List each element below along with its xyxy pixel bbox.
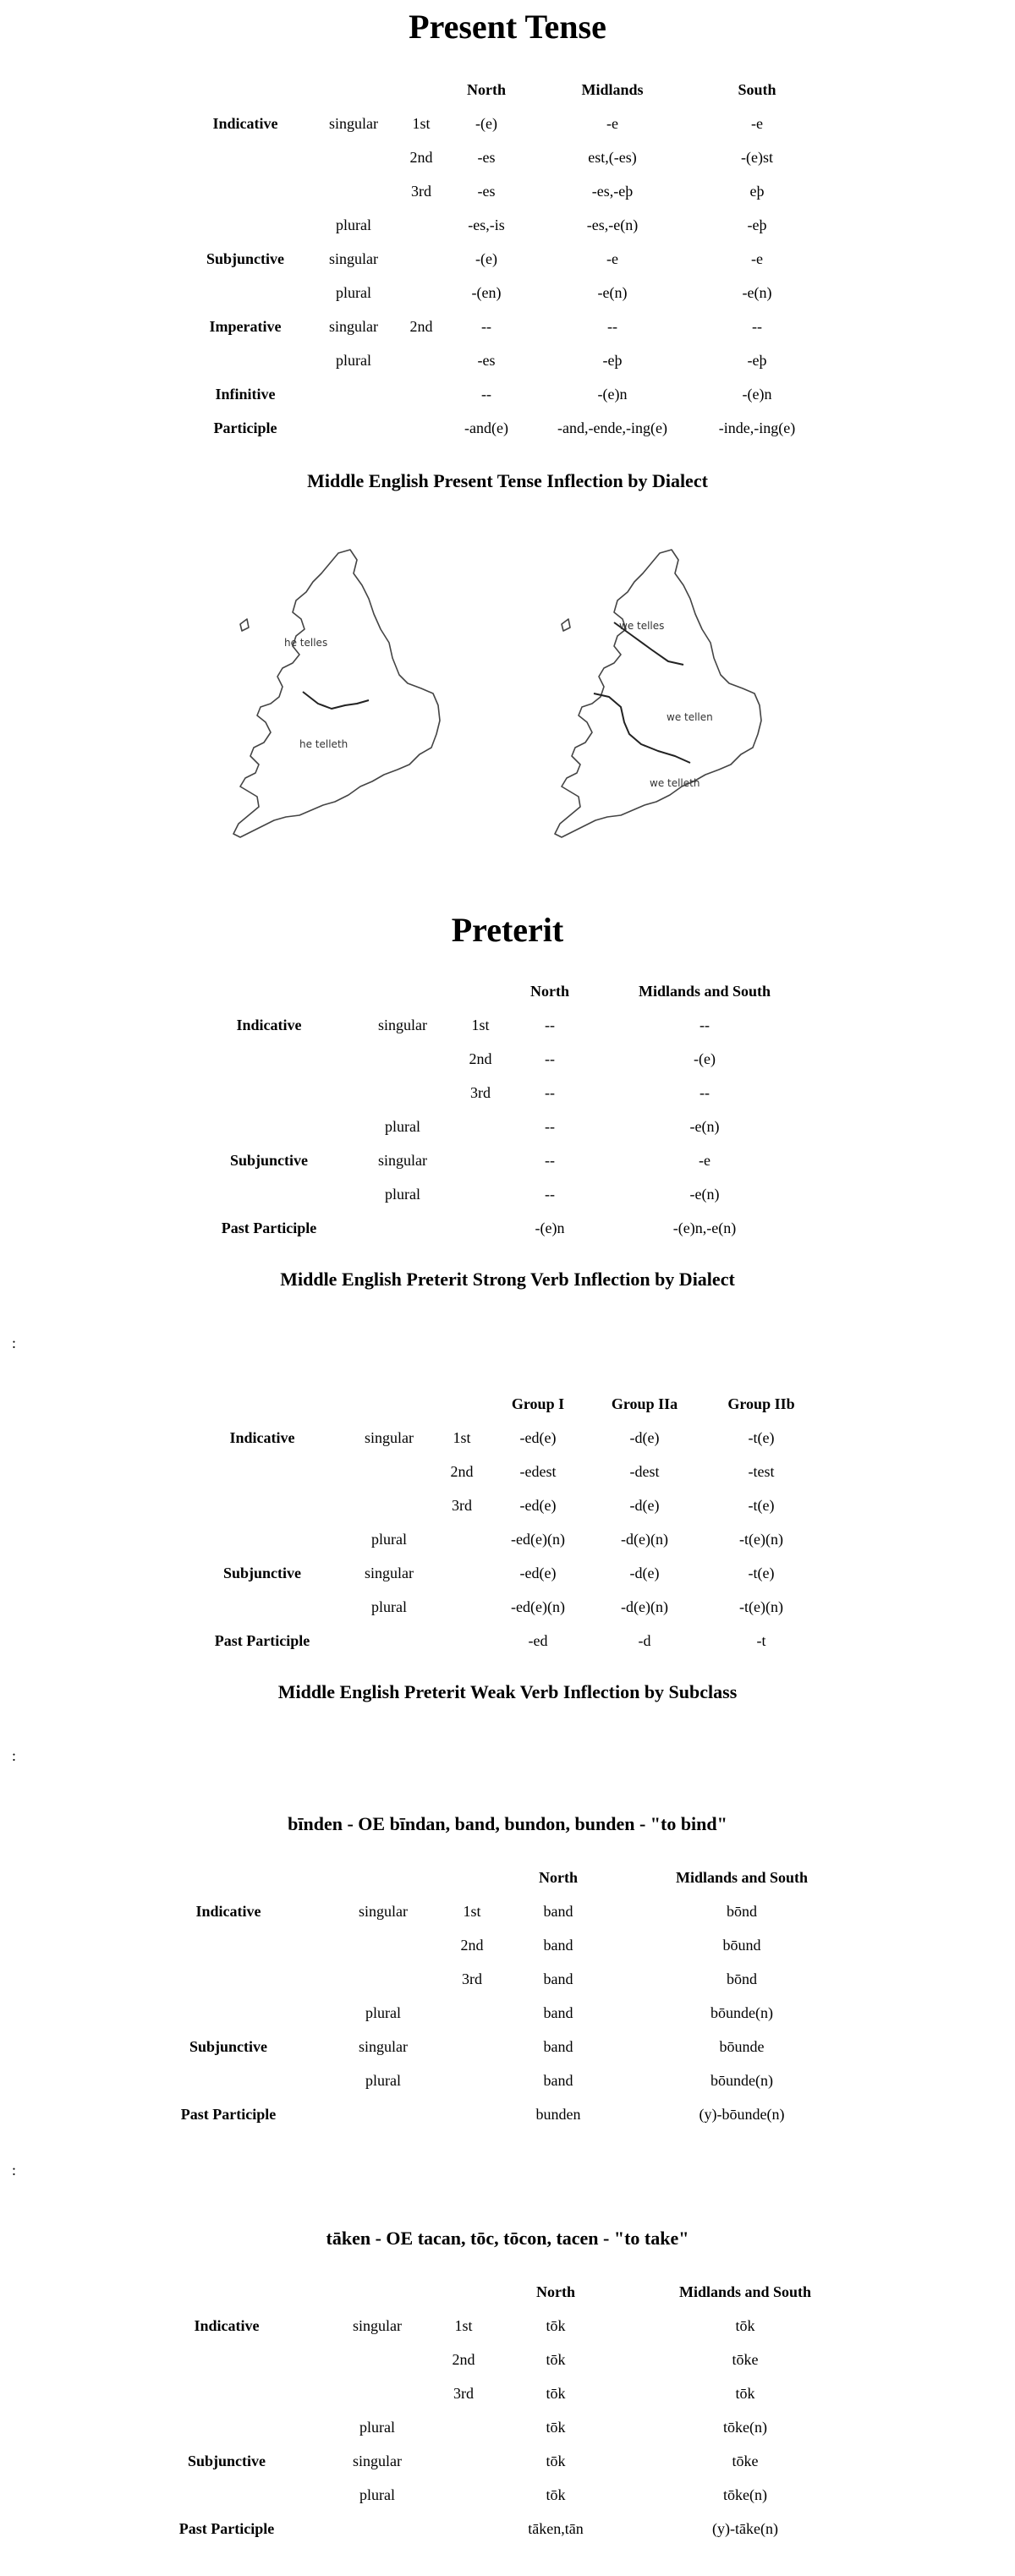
- weak-cell-c2: -d(e)(n): [621, 1598, 668, 1615]
- taken-cell-c2: tōk: [735, 2317, 755, 2334]
- taken-header-0: North: [536, 2283, 575, 2300]
- present-cell-mood: Participle: [213, 419, 277, 436]
- present-cell-north: -es: [477, 149, 496, 166]
- weak-header-2: Group IIb: [727, 1395, 795, 1412]
- present-row: [0, 310, 1015, 343]
- taken-cell-c2: tōke: [732, 2453, 759, 2469]
- weak-cell-mood: Past Participle: [214, 1632, 310, 1649]
- preterit-row: [0, 1143, 1015, 1177]
- taken-row: [0, 2309, 1015, 2343]
- weak-row: [0, 1556, 1015, 1590]
- present-cell-midlands: -and,-ende,-ing(e): [557, 419, 667, 436]
- binden-cell-number: singular: [359, 2038, 408, 2055]
- dialect-map-figure: [211, 548, 787, 852]
- weak-row: [0, 1455, 1015, 1488]
- present-cell-south: --: [752, 318, 762, 335]
- present-cell-number: plural: [336, 352, 371, 369]
- taken-cell-c2: tōk: [735, 2385, 755, 2402]
- taken-cell-c2: tōke(n): [723, 2486, 767, 2503]
- present-cell-mood: Infinitive: [215, 386, 276, 403]
- present-cell-south: -(e)st: [741, 149, 773, 166]
- preterit-cell-c1: --: [545, 1050, 555, 1067]
- right-map-isogloss-south: [594, 693, 690, 763]
- present-row: [0, 411, 1015, 445]
- taken-header-1: Midlands and South: [678, 2283, 812, 2300]
- preterit-header-row: [0, 974, 1015, 1008]
- taken-cell-c1: tōk: [546, 2453, 566, 2469]
- taken-row: [0, 2410, 1015, 2444]
- weak-cell-person: 1st: [453, 1429, 471, 1446]
- binden-header-0: North: [539, 1869, 578, 1886]
- binden-cell-mood: Indicative: [195, 1903, 261, 1920]
- left-map-outline: [233, 550, 440, 837]
- present-cell-person: 2nd: [409, 149, 433, 166]
- taken-cell-number: singular: [353, 2317, 402, 2334]
- weak-cell-number: singular: [365, 1429, 414, 1446]
- binden-cell-c1: band: [543, 2072, 573, 2089]
- present-row: [0, 242, 1015, 276]
- binden-cell-c2: bōunde(n): [710, 2072, 773, 2089]
- weak-cell-c3: -t(e): [748, 1429, 775, 1446]
- present-tense-caption: Middle English Present Tense Inflection by Dialect: [307, 470, 708, 491]
- preterit-caption: Middle English Preterit Strong Verb Inflection by Dialect: [280, 1269, 735, 1290]
- right-map-label-midlands: we tellen: [667, 711, 713, 723]
- weak-cell-c1: -edest: [519, 1463, 557, 1480]
- right-map-label-south: we telleth: [650, 777, 700, 789]
- binden-row: [0, 2064, 1015, 2097]
- binden-row: [0, 1894, 1015, 1928]
- binden-cell-mood: Past Participle: [180, 2106, 277, 2123]
- weak-cell-c3: -test: [748, 1463, 775, 1480]
- weak-cell-c3: -t(e)(n): [739, 1598, 783, 1615]
- preterit-cell-c2: --: [700, 1017, 710, 1033]
- binden-cell-number: plural: [365, 2004, 401, 2021]
- taken-cell-person: 3rd: [453, 2385, 474, 2402]
- present-cell-south: -eþ: [747, 352, 767, 369]
- binden-cell-c1: band: [543, 1970, 573, 1987]
- weak-cell-c2: -dest: [629, 1463, 660, 1480]
- taken-cell-person: 1st: [454, 2317, 473, 2334]
- weak-cell-c3: -t: [756, 1632, 766, 1649]
- left-map-label-south: he telleth: [299, 738, 348, 750]
- preterit-cell-c1: --: [545, 1118, 555, 1135]
- binden-cell-person: 3rd: [462, 1970, 482, 1987]
- preterit-cell-c1: --: [545, 1186, 555, 1203]
- taken-cell-person: 2nd: [452, 2351, 475, 2368]
- taken-row: [0, 2444, 1015, 2478]
- present-cell-north: -(e): [475, 115, 497, 132]
- colon-separator-2: :: [12, 1747, 17, 1764]
- present-cell-person: 2nd: [409, 318, 433, 335]
- preterit-header-1: Midlands and South: [638, 983, 771, 1000]
- binden-cell-number: plural: [365, 2072, 401, 2089]
- binden-row: [0, 1928, 1015, 1962]
- present-cell-midlands: -(e)n: [597, 386, 628, 403]
- binden-row: [0, 1996, 1015, 2030]
- preterit-cell-c1: --: [545, 1084, 555, 1101]
- binden-cell-c1: band: [543, 2004, 573, 2021]
- present-cell-number: singular: [329, 318, 378, 335]
- binden-cell-c2: (y)-bōunde(n): [699, 2106, 785, 2123]
- binden-cell-c1: bunden: [535, 2106, 581, 2123]
- weak-cell-c2: -d(e): [629, 1497, 660, 1514]
- preterit-cell-c2: -e(n): [689, 1118, 720, 1135]
- preterit-cell-c2: --: [700, 1084, 710, 1101]
- binden-title: bīnden - OE bīndan, band, bundon, bunden - "to bind": [288, 1813, 727, 1834]
- preterit-cell-c1: --: [545, 1152, 555, 1169]
- preterit-cell-mood: Past Participle: [221, 1219, 317, 1236]
- dialect-maps: [211, 548, 787, 852]
- weak-cell-c2: -d: [638, 1632, 651, 1649]
- taken-header-row: [0, 2275, 1015, 2309]
- taken-cell-mood: Past Participle: [178, 2520, 275, 2537]
- preterit-cell-number: plural: [385, 1186, 420, 1203]
- preterit-row: [0, 1211, 1015, 1245]
- colon-separator-1: :: [12, 1335, 17, 1351]
- left-map-label-north: he telles: [284, 637, 328, 649]
- present-cell-north: -and(e): [464, 419, 508, 436]
- weak-cell-person: 2nd: [450, 1463, 474, 1480]
- preterit-cell-c2: -(e)n,-e(n): [672, 1219, 737, 1236]
- binden-row: [0, 1962, 1015, 1996]
- preterit-cell-person: 1st: [471, 1017, 490, 1033]
- present-cell-midlands: -eþ: [602, 352, 623, 369]
- binden-cell-c2: bōunde(n): [710, 2004, 773, 2021]
- preterit-cell-c2: -e: [699, 1152, 710, 1169]
- present-cell-midlands: -es,-eþ: [591, 183, 634, 200]
- weak-cell-mood: Indicative: [229, 1429, 295, 1446]
- present-header-2: South: [738, 81, 776, 98]
- taken-cell-mood: Indicative: [194, 2317, 260, 2334]
- taken-title: tāken - OE tacan, tōc, tōcon, tacen - "to take": [326, 2228, 689, 2249]
- weak-cell-c2: -d(e): [629, 1565, 660, 1581]
- present-cell-south: -(e)n: [742, 386, 772, 403]
- present-cell-north: -(en): [471, 284, 502, 301]
- taken-row: [0, 2478, 1015, 2512]
- present-row: [0, 343, 1015, 377]
- present-cell-person: 1st: [412, 115, 431, 132]
- preterit-cell-number: singular: [378, 1017, 427, 1033]
- taken-cell-c2: (y)-tāke(n): [712, 2520, 778, 2537]
- taken-cell-number: plural: [359, 2419, 395, 2436]
- present-cell-midlands: --: [607, 318, 617, 335]
- weak-header-1: Group IIa: [611, 1395, 678, 1412]
- preterit-cell-c1: --: [545, 1017, 555, 1033]
- present-cell-midlands: -es,-e(n): [586, 216, 639, 233]
- weak-cell-c3: -t(e): [748, 1497, 775, 1514]
- weak-row: [0, 1488, 1015, 1522]
- present-cell-south: -inde,-ing(e): [718, 419, 796, 436]
- present-cell-midlands: -e: [606, 250, 618, 267]
- present-cell-mood: Imperative: [209, 318, 282, 335]
- taken-row: [0, 2376, 1015, 2410]
- weak-row: [0, 1624, 1015, 1658]
- weak-cell-person: 3rd: [452, 1497, 472, 1514]
- right-map-label-north: we telles: [619, 620, 665, 632]
- binden-cell-c2: bōunde: [719, 2038, 765, 2055]
- present-cell-north: -(e): [475, 250, 497, 267]
- weak-cell-number: singular: [365, 1565, 414, 1581]
- taken-cell-c1: tōk: [546, 2351, 566, 2368]
- weak-header-0: Group I: [511, 1395, 565, 1412]
- present-header-0: North: [467, 81, 506, 98]
- binden-cell-person: 2nd: [460, 1937, 484, 1954]
- present-cell-number: plural: [336, 216, 371, 233]
- weak-cell-c1: -ed(e)(n): [511, 1598, 565, 1615]
- weak-cell-c3: -t(e): [748, 1565, 775, 1581]
- binden-cell-c1: band: [543, 1903, 573, 1920]
- binden-cell-c2: bōnd: [727, 1970, 757, 1987]
- weak-cell-c1: -ed: [528, 1632, 548, 1649]
- taken-cell-c1: tōk: [546, 2385, 566, 2402]
- preterit-row: [0, 1008, 1015, 1042]
- binden-cell-number: singular: [359, 1903, 408, 1920]
- weak-caption: Middle English Preterit Weak Verb Inflection by Subclass: [277, 1681, 738, 1702]
- present-cell-south: -eþ: [747, 216, 767, 233]
- weak-cell-mood: Subjunctive: [222, 1565, 302, 1581]
- present-cell-south: -e(n): [742, 284, 772, 301]
- present-cell-north: -es: [477, 183, 496, 200]
- weak-cell-c1: -ed(e)(n): [511, 1531, 565, 1548]
- present-cell-number: singular: [329, 115, 378, 132]
- preterit-title: Preterit: [451, 911, 564, 949]
- preterit-cell-mood: Subjunctive: [229, 1152, 309, 1169]
- colon-separator-3: :: [12, 2162, 17, 2179]
- present-row: [0, 377, 1015, 411]
- preterit-cell-c1: -(e)n: [535, 1219, 565, 1236]
- weak-row: [0, 1590, 1015, 1624]
- present-header-1: Midlands: [581, 81, 644, 98]
- binden-cell-person: 1st: [463, 1903, 481, 1920]
- weak-cell-c1: -ed(e): [519, 1429, 557, 1446]
- preterit-row: [0, 1076, 1015, 1110]
- present-cell-midlands: est,(-es): [588, 149, 637, 166]
- weak-cell-c1: -ed(e): [519, 1565, 557, 1581]
- present-cell-midlands: -e(n): [597, 284, 628, 301]
- weak-cell-number: plural: [371, 1531, 407, 1548]
- present-row: [0, 174, 1015, 208]
- taken-cell-c2: tōke: [732, 2351, 759, 2368]
- taken-cell-number: singular: [353, 2453, 402, 2469]
- binden-cell-mood: Subjunctive: [189, 2038, 268, 2055]
- preterit-row: [0, 1177, 1015, 1211]
- present-cell-person: 3rd: [411, 183, 431, 200]
- weak-cell-c2: -d(e): [629, 1429, 660, 1446]
- weak-row: [0, 1421, 1015, 1455]
- taken-cell-mood: Subjunctive: [187, 2453, 266, 2469]
- preterit-cell-person: 2nd: [469, 1050, 492, 1067]
- preterit-cell-c2: -e(n): [689, 1186, 720, 1203]
- taken-cell-c1: tōk: [546, 2419, 566, 2436]
- present-cell-mood: Indicative: [212, 115, 278, 132]
- present-row: [0, 140, 1015, 174]
- weak-cell-c2: -d(e)(n): [621, 1531, 668, 1548]
- binden-cell-c1: band: [543, 2038, 573, 2055]
- binden-header-row: [0, 1861, 1015, 1894]
- weak-header-row: [0, 1387, 1015, 1421]
- taken-cell-c1: tāken,tān: [528, 2520, 584, 2537]
- preterit-header-0: North: [530, 983, 569, 1000]
- present-row: [0, 107, 1015, 140]
- present-row: [0, 276, 1015, 310]
- preterit-cell-number: plural: [385, 1118, 420, 1135]
- present-cell-number: singular: [329, 250, 378, 267]
- binden-row: [0, 2030, 1015, 2064]
- binden-cell-c2: bōnd: [727, 1903, 757, 1920]
- present-cell-south: eþ: [749, 183, 765, 200]
- present-cell-south: -e: [751, 115, 763, 132]
- present-cell-mood: Subjunctive: [206, 250, 285, 267]
- preterit-cell-person: 3rd: [470, 1084, 491, 1101]
- present-cell-midlands: -e: [606, 115, 618, 132]
- preterit-row: [0, 1110, 1015, 1143]
- weak-row: [0, 1522, 1015, 1556]
- binden-cell-c1: band: [543, 1937, 573, 1954]
- weak-cell-number: plural: [371, 1598, 407, 1615]
- binden-cell-c2: bōund: [722, 1937, 761, 1954]
- taken-row: [0, 2512, 1015, 2546]
- present-row: [0, 208, 1015, 242]
- present-cell-north: --: [481, 386, 491, 403]
- taken-cell-c2: tōke(n): [723, 2419, 767, 2436]
- present-header-row: [0, 73, 1015, 107]
- preterit-row: [0, 1042, 1015, 1076]
- preterit-cell-number: singular: [378, 1152, 427, 1169]
- present-cell-north: --: [481, 318, 491, 335]
- present-cell-south: -e: [751, 250, 763, 267]
- present-cell-number: plural: [336, 284, 371, 301]
- preterit-cell-c2: -(e): [694, 1050, 716, 1067]
- binden-row: [0, 2097, 1015, 2131]
- taken-cell-number: plural: [359, 2486, 395, 2503]
- present-tense-title: Present Tense: [409, 8, 606, 46]
- present-cell-north: -es: [477, 352, 496, 369]
- right-map-outline: [555, 550, 761, 837]
- weak-cell-c3: -t(e)(n): [739, 1531, 783, 1548]
- taken-cell-c1: tōk: [546, 2317, 566, 2334]
- preterit-cell-mood: Indicative: [236, 1017, 302, 1033]
- weak-cell-c1: -ed(e): [519, 1497, 557, 1514]
- present-cell-north: -es,-is: [468, 216, 505, 233]
- taken-row: [0, 2343, 1015, 2376]
- taken-cell-c1: tōk: [546, 2486, 566, 2503]
- left-map-isogloss: [303, 692, 369, 709]
- binden-header-1: Midlands and South: [675, 1869, 809, 1886]
